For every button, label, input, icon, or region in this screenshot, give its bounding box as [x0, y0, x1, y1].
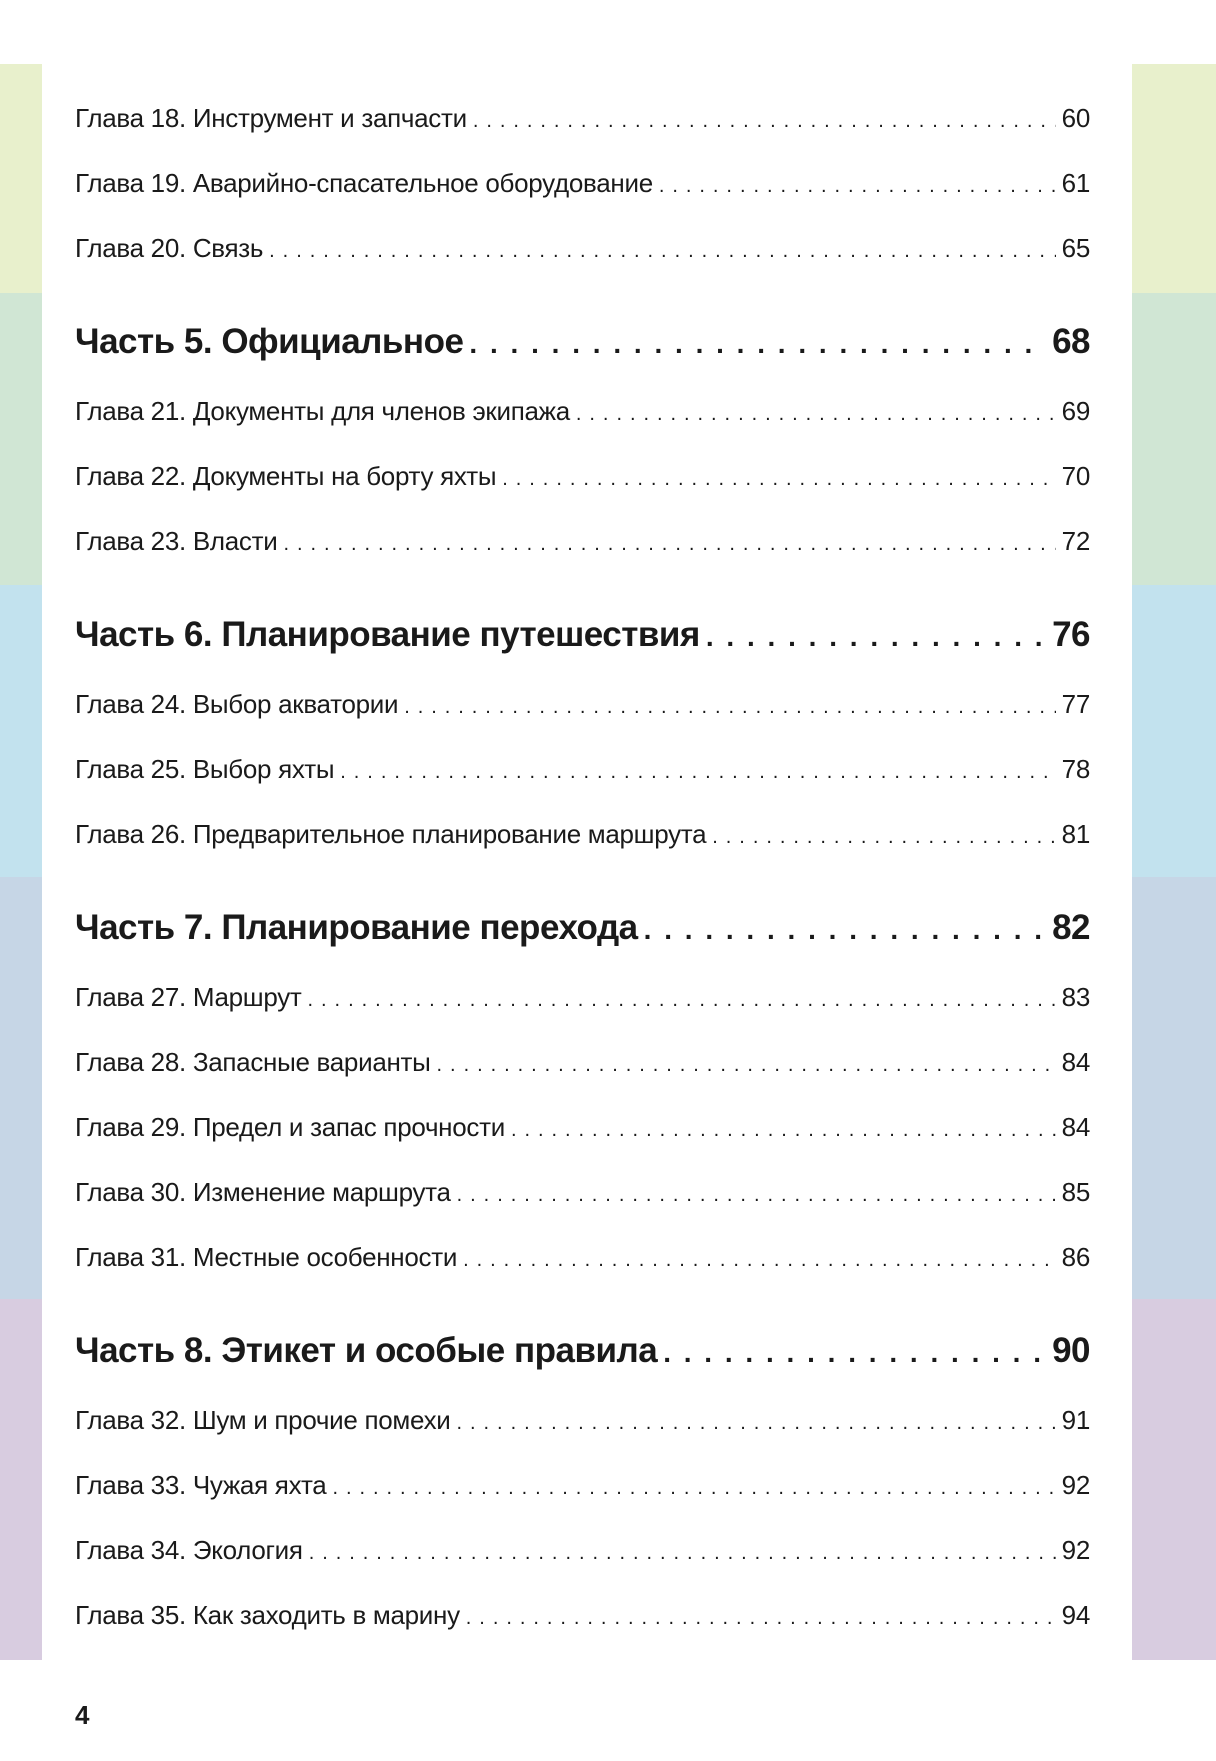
toc-entry-page: 91 [1061, 1405, 1090, 1435]
toc-entry-page: 86 [1061, 1242, 1090, 1272]
dot-leader [269, 240, 1056, 263]
toc-entry-title: Глава 21. Документы для членов экипажа [75, 396, 570, 426]
dot-leader [457, 1184, 1056, 1207]
band-section-5 [0, 293, 42, 585]
toc-entry-page: 61 [1061, 168, 1090, 198]
toc-entry [75, 754, 1090, 784]
toc-entry [75, 982, 1090, 1012]
toc-entry [75, 1112, 1090, 1142]
dot-leader [466, 1607, 1056, 1630]
toc-entry-title: Глава 33. Чужая яхта [75, 1470, 327, 1500]
band-section-8 [0, 1299, 42, 1660]
toc-entry [75, 233, 1090, 263]
toc-entry-title: Глава 24. Выбор акватории [75, 689, 399, 719]
toc-entry [75, 461, 1090, 491]
toc-part-heading [75, 322, 1090, 362]
band-section-4 [1132, 64, 1216, 293]
toc-entry-title: Глава 30. Изменение маршрута [75, 1177, 451, 1207]
toc-entry-page: 92 [1061, 1470, 1090, 1500]
left-color-bands [0, 64, 42, 1660]
dot-leader [663, 1337, 1046, 1369]
band-section-7 [0, 877, 42, 1299]
toc-entry [75, 819, 1090, 849]
toc-entry-page: 84 [1061, 1047, 1090, 1077]
dot-leader [308, 989, 1056, 1012]
toc-entry-title: Глава 34. Экология [75, 1535, 303, 1565]
dot-leader [309, 1542, 1056, 1565]
toc-entry [75, 1405, 1090, 1435]
toc-entry-page: 92 [1061, 1535, 1090, 1565]
toc-entry-title: Глава 27. Маршрут [75, 982, 302, 1012]
toc-entry-title: Глава 26. Предварительное планирование маршрута [75, 819, 707, 849]
toc-entry-title: Глава 22. Документы на борту яхты [75, 461, 497, 491]
toc-entry-page: 81 [1061, 819, 1090, 849]
toc-part-page: 68 [1052, 322, 1090, 361]
toc-entry-page: 69 [1061, 396, 1090, 426]
toc-entry-page: 83 [1061, 982, 1090, 1012]
toc-part-heading [75, 908, 1090, 948]
toc-entry-page: 65 [1061, 233, 1090, 263]
toc-entry [75, 526, 1090, 556]
dot-leader [340, 761, 1055, 784]
dot-leader [502, 468, 1055, 491]
dot-leader [404, 696, 1055, 719]
toc-part-heading [75, 615, 1090, 655]
band-section-7 [1132, 877, 1216, 1299]
toc-part-page: 90 [1052, 1331, 1090, 1370]
toc-part-page: 82 [1052, 908, 1090, 947]
dot-leader [332, 1477, 1055, 1500]
band-section-6 [0, 585, 42, 877]
toc-entry-page: 94 [1061, 1600, 1090, 1630]
toc-entry [75, 103, 1090, 133]
toc-entry-title: Глава 18. Инструмент и запчасти [75, 103, 467, 133]
toc-part-page: 76 [1052, 615, 1090, 654]
dot-leader [659, 175, 1056, 198]
dot-leader [469, 328, 1046, 360]
dot-leader [437, 1054, 1056, 1077]
toc-entry [75, 1177, 1090, 1207]
toc-entry-title: Глава 19. Аварийно-спасательное оборудование [75, 168, 653, 198]
toc-entry [75, 168, 1090, 198]
band-section-5 [1132, 293, 1216, 585]
toc-entry-title: Глава 32. Шум и прочие помехи [75, 1405, 451, 1435]
toc-entry-page: 70 [1061, 461, 1090, 491]
toc-entry [75, 1535, 1090, 1565]
band-section-4 [0, 64, 42, 293]
toc-entry-page: 84 [1061, 1112, 1090, 1142]
toc-entry-title: Глава 20. Связь [75, 233, 264, 263]
page-number: 4 [75, 1700, 90, 1730]
toc-entry-title: Глава 35. Как заходить в марину [75, 1600, 460, 1630]
band-section-6 [1132, 585, 1216, 877]
toc-entry-title: Глава 29. Предел и запас прочности [75, 1112, 505, 1142]
toc-part-heading [75, 1331, 1090, 1371]
toc-part-title: Часть 6. Планирование путешествия [75, 615, 700, 654]
dot-leader [457, 1412, 1056, 1435]
toc-entry-page: 78 [1061, 754, 1090, 784]
band-section-8 [1132, 1299, 1216, 1660]
toc-entry [75, 689, 1090, 719]
dot-leader [576, 403, 1056, 426]
dot-leader [706, 621, 1046, 653]
toc-entry-page: 77 [1061, 689, 1090, 719]
toc-entry [75, 1600, 1090, 1630]
toc-entry [75, 1242, 1090, 1272]
toc-entry-title: Глава 25. Выбор яхты [75, 754, 335, 784]
dot-leader [463, 1249, 1056, 1272]
dot-leader [473, 110, 1056, 133]
toc-entry [75, 396, 1090, 426]
toc-entry-page: 72 [1061, 526, 1090, 556]
toc-entry-title: Глава 28. Запасные варианты [75, 1047, 431, 1077]
toc-entry-page: 60 [1061, 103, 1090, 133]
dot-leader [712, 826, 1055, 849]
dot-leader [283, 533, 1055, 556]
toc-entry-title: Глава 31. Местные особенности [75, 1242, 458, 1272]
toc-part-title: Часть 7. Планирование перехода [75, 908, 638, 947]
toc-entry-title: Глава 23. Власти [75, 526, 278, 556]
toc-entry [75, 1470, 1090, 1500]
dot-leader [511, 1119, 1056, 1142]
toc-entry [75, 1047, 1090, 1077]
toc-entry-page: 85 [1061, 1177, 1090, 1207]
right-color-bands [1132, 64, 1216, 1660]
toc-part-title: Часть 8. Этикет и особые правила [75, 1331, 658, 1370]
dot-leader [644, 914, 1046, 946]
toc-part-title: Часть 5. Официальное [75, 322, 464, 361]
